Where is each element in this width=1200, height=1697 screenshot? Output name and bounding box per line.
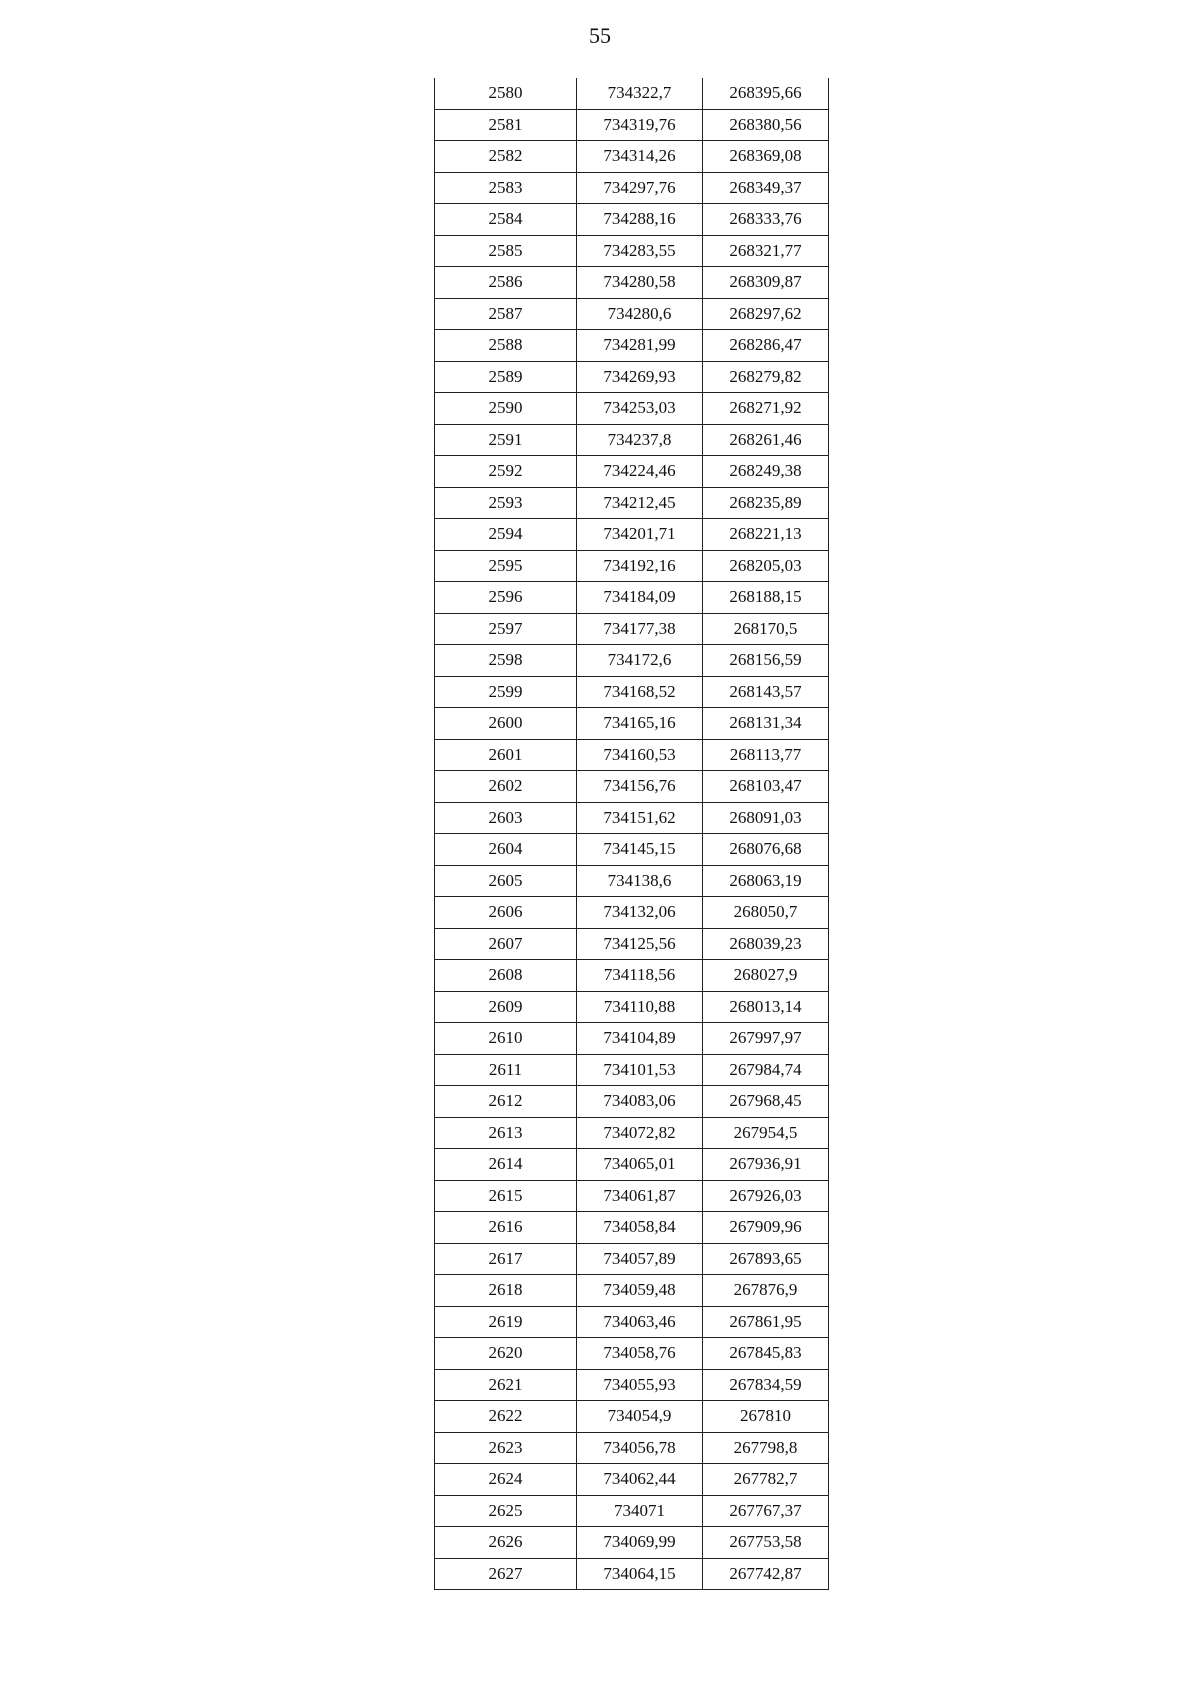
y-coordinate-cell: 268013,14 — [703, 991, 829, 1023]
table-row — [435, 1369, 829, 1401]
point-number-cell: 2623 — [435, 1432, 577, 1464]
point-number-cell: 2598 — [435, 645, 577, 677]
y-coordinate-cell: 267742,87 — [703, 1558, 829, 1590]
coordinates-table-body — [435, 78, 829, 1590]
table-row — [435, 1306, 829, 1338]
y-coordinate-cell: 268369,08 — [703, 141, 829, 173]
point-number-cell: 2617 — [435, 1243, 577, 1275]
table-row — [435, 1086, 829, 1118]
y-coordinate-cell: 268309,87 — [703, 267, 829, 299]
x-coordinate-cell: 734224,46 — [577, 456, 703, 488]
y-coordinate-cell: 268156,59 — [703, 645, 829, 677]
point-number-cell: 2622 — [435, 1401, 577, 1433]
point-number-cell: 2599 — [435, 676, 577, 708]
table-row — [435, 298, 829, 330]
y-coordinate-cell: 267984,74 — [703, 1054, 829, 1086]
point-number-cell: 2588 — [435, 330, 577, 362]
x-coordinate-cell: 734056,78 — [577, 1432, 703, 1464]
point-number-cell: 2581 — [435, 109, 577, 141]
x-coordinate-cell: 734055,93 — [577, 1369, 703, 1401]
x-coordinate-cell: 734297,76 — [577, 172, 703, 204]
x-coordinate-cell: 734192,16 — [577, 550, 703, 582]
point-number-cell: 2603 — [435, 802, 577, 834]
table-row — [435, 109, 829, 141]
y-coordinate-cell: 267909,96 — [703, 1212, 829, 1244]
x-coordinate-cell: 734160,53 — [577, 739, 703, 771]
x-coordinate-cell: 734280,6 — [577, 298, 703, 330]
x-coordinate-cell: 734063,46 — [577, 1306, 703, 1338]
point-number-cell: 2604 — [435, 834, 577, 866]
point-number-cell: 2616 — [435, 1212, 577, 1244]
x-coordinate-cell: 734165,16 — [577, 708, 703, 740]
x-coordinate-cell: 734061,87 — [577, 1180, 703, 1212]
table-row — [435, 708, 829, 740]
table-row — [435, 1401, 829, 1433]
y-coordinate-cell: 268261,46 — [703, 424, 829, 456]
point-number-cell: 2606 — [435, 897, 577, 929]
x-coordinate-cell: 734059,48 — [577, 1275, 703, 1307]
table-row — [435, 991, 829, 1023]
table-row — [435, 393, 829, 425]
table-row — [435, 267, 829, 299]
point-number-cell: 2593 — [435, 487, 577, 519]
table-row — [435, 424, 829, 456]
y-coordinate-cell: 268103,47 — [703, 771, 829, 803]
x-coordinate-cell: 734283,55 — [577, 235, 703, 267]
table-row — [435, 1558, 829, 1590]
x-coordinate-cell: 734253,03 — [577, 393, 703, 425]
x-coordinate-cell: 734054,9 — [577, 1401, 703, 1433]
point-number-cell: 2627 — [435, 1558, 577, 1590]
table-row — [435, 204, 829, 236]
y-coordinate-cell: 268286,47 — [703, 330, 829, 362]
table-row — [435, 78, 829, 109]
x-coordinate-cell: 734156,76 — [577, 771, 703, 803]
y-coordinate-cell: 268063,19 — [703, 865, 829, 897]
coordinates-table — [434, 78, 829, 1590]
point-number-cell: 2613 — [435, 1117, 577, 1149]
table-row — [435, 1023, 829, 1055]
table-row — [435, 235, 829, 267]
x-coordinate-cell: 734319,76 — [577, 109, 703, 141]
table-row — [435, 1275, 829, 1307]
point-number-cell: 2612 — [435, 1086, 577, 1118]
y-coordinate-cell: 268050,7 — [703, 897, 829, 929]
x-coordinate-cell: 734071 — [577, 1495, 703, 1527]
y-coordinate-cell: 268113,77 — [703, 739, 829, 771]
table-row — [435, 1527, 829, 1559]
point-number-cell: 2595 — [435, 550, 577, 582]
x-coordinate-cell: 734281,99 — [577, 330, 703, 362]
x-coordinate-cell: 734280,58 — [577, 267, 703, 299]
x-coordinate-cell: 734104,89 — [577, 1023, 703, 1055]
table-row — [435, 1212, 829, 1244]
y-coordinate-cell: 267893,65 — [703, 1243, 829, 1275]
table-row — [435, 897, 829, 929]
x-coordinate-cell: 734145,15 — [577, 834, 703, 866]
point-number-cell: 2600 — [435, 708, 577, 740]
table-row — [435, 1117, 829, 1149]
x-coordinate-cell: 734110,88 — [577, 991, 703, 1023]
table-row — [435, 172, 829, 204]
x-coordinate-cell: 734151,62 — [577, 802, 703, 834]
x-coordinate-cell: 734065,01 — [577, 1149, 703, 1181]
table-row — [435, 928, 829, 960]
y-coordinate-cell: 267876,9 — [703, 1275, 829, 1307]
y-coordinate-cell: 267997,97 — [703, 1023, 829, 1055]
y-coordinate-cell: 268131,34 — [703, 708, 829, 740]
point-number-cell: 2592 — [435, 456, 577, 488]
x-coordinate-cell: 734201,71 — [577, 519, 703, 551]
x-coordinate-cell: 734172,6 — [577, 645, 703, 677]
point-number-cell: 2611 — [435, 1054, 577, 1086]
point-number-cell: 2605 — [435, 865, 577, 897]
y-coordinate-cell: 268143,57 — [703, 676, 829, 708]
y-coordinate-cell: 268235,89 — [703, 487, 829, 519]
y-coordinate-cell: 268271,92 — [703, 393, 829, 425]
point-number-cell: 2618 — [435, 1275, 577, 1307]
point-number-cell: 2615 — [435, 1180, 577, 1212]
y-coordinate-cell: 267753,58 — [703, 1527, 829, 1559]
table-row — [435, 865, 829, 897]
y-coordinate-cell: 268349,37 — [703, 172, 829, 204]
y-coordinate-cell: 267810 — [703, 1401, 829, 1433]
point-number-cell: 2619 — [435, 1306, 577, 1338]
x-coordinate-cell: 734064,15 — [577, 1558, 703, 1590]
point-number-cell: 2582 — [435, 141, 577, 173]
x-coordinate-cell: 734058,84 — [577, 1212, 703, 1244]
y-coordinate-cell: 268279,82 — [703, 361, 829, 393]
y-coordinate-cell: 267798,8 — [703, 1432, 829, 1464]
table-row — [435, 676, 829, 708]
y-coordinate-cell: 268170,5 — [703, 613, 829, 645]
y-coordinate-cell: 267845,83 — [703, 1338, 829, 1370]
y-coordinate-cell: 268039,23 — [703, 928, 829, 960]
table-row — [435, 1243, 829, 1275]
table-row — [435, 141, 829, 173]
point-number-cell: 2610 — [435, 1023, 577, 1055]
point-number-cell: 2584 — [435, 204, 577, 236]
table-row — [435, 582, 829, 614]
x-coordinate-cell: 734177,38 — [577, 613, 703, 645]
y-coordinate-cell: 267861,95 — [703, 1306, 829, 1338]
x-coordinate-cell: 734237,8 — [577, 424, 703, 456]
table-row — [435, 487, 829, 519]
point-number-cell: 2596 — [435, 582, 577, 614]
y-coordinate-cell: 267954,5 — [703, 1117, 829, 1149]
page-number: 55 — [589, 23, 611, 48]
point-number-cell: 2601 — [435, 739, 577, 771]
table-row — [435, 802, 829, 834]
point-number-cell: 2608 — [435, 960, 577, 992]
y-coordinate-cell: 267926,03 — [703, 1180, 829, 1212]
y-coordinate-cell: 267968,45 — [703, 1086, 829, 1118]
point-number-cell: 2583 — [435, 172, 577, 204]
point-number-cell: 2602 — [435, 771, 577, 803]
y-coordinate-cell: 268395,66 — [703, 78, 829, 109]
x-coordinate-cell: 734125,56 — [577, 928, 703, 960]
table-row — [435, 361, 829, 393]
x-coordinate-cell: 734184,09 — [577, 582, 703, 614]
x-coordinate-cell: 734058,76 — [577, 1338, 703, 1370]
table-row — [435, 1054, 829, 1086]
table-row — [435, 739, 829, 771]
x-coordinate-cell: 734322,7 — [577, 78, 703, 109]
table-row — [435, 519, 829, 551]
point-number-cell: 2590 — [435, 393, 577, 425]
point-number-cell: 2585 — [435, 235, 577, 267]
point-number-cell: 2586 — [435, 267, 577, 299]
y-coordinate-cell: 268076,68 — [703, 834, 829, 866]
y-coordinate-cell: 268249,38 — [703, 456, 829, 488]
point-number-cell: 2580 — [435, 78, 577, 109]
x-coordinate-cell: 734168,52 — [577, 676, 703, 708]
y-coordinate-cell: 268380,56 — [703, 109, 829, 141]
point-number-cell: 2587 — [435, 298, 577, 330]
x-coordinate-cell: 734269,93 — [577, 361, 703, 393]
table-row — [435, 1432, 829, 1464]
x-coordinate-cell: 734072,82 — [577, 1117, 703, 1149]
y-coordinate-cell: 267767,37 — [703, 1495, 829, 1527]
y-coordinate-cell: 268027,9 — [703, 960, 829, 992]
point-number-cell: 2620 — [435, 1338, 577, 1370]
y-coordinate-cell: 268188,15 — [703, 582, 829, 614]
x-coordinate-cell: 734288,16 — [577, 204, 703, 236]
x-coordinate-cell: 734069,99 — [577, 1527, 703, 1559]
y-coordinate-cell: 268091,03 — [703, 802, 829, 834]
table-row — [435, 550, 829, 582]
point-number-cell: 2607 — [435, 928, 577, 960]
y-coordinate-cell: 268221,13 — [703, 519, 829, 551]
table-row — [435, 1338, 829, 1370]
y-coordinate-cell: 267834,59 — [703, 1369, 829, 1401]
table-row — [435, 1180, 829, 1212]
point-number-cell: 2621 — [435, 1369, 577, 1401]
point-number-cell: 2626 — [435, 1527, 577, 1559]
table-row — [435, 330, 829, 362]
point-number-cell: 2594 — [435, 519, 577, 551]
y-coordinate-cell: 268333,76 — [703, 204, 829, 236]
table-row — [435, 1464, 829, 1496]
x-coordinate-cell: 734314,26 — [577, 141, 703, 173]
table-row — [435, 456, 829, 488]
table-row — [435, 771, 829, 803]
point-number-cell: 2624 — [435, 1464, 577, 1496]
point-number-cell: 2614 — [435, 1149, 577, 1181]
y-coordinate-cell: 268205,03 — [703, 550, 829, 582]
point-number-cell: 2591 — [435, 424, 577, 456]
y-coordinate-cell: 267782,7 — [703, 1464, 829, 1496]
x-coordinate-cell: 734132,06 — [577, 897, 703, 929]
table-row — [435, 1149, 829, 1181]
y-coordinate-cell: 268321,77 — [703, 235, 829, 267]
y-coordinate-cell: 268297,62 — [703, 298, 829, 330]
point-number-cell: 2597 — [435, 613, 577, 645]
table-row — [435, 834, 829, 866]
x-coordinate-cell: 734083,06 — [577, 1086, 703, 1118]
point-number-cell: 2609 — [435, 991, 577, 1023]
x-coordinate-cell: 734057,89 — [577, 1243, 703, 1275]
point-number-cell: 2589 — [435, 361, 577, 393]
x-coordinate-cell: 734212,45 — [577, 487, 703, 519]
y-coordinate-cell: 267936,91 — [703, 1149, 829, 1181]
table-row — [435, 1495, 829, 1527]
table-row — [435, 645, 829, 677]
x-coordinate-cell: 734062,44 — [577, 1464, 703, 1496]
x-coordinate-cell: 734138,6 — [577, 865, 703, 897]
point-number-cell: 2625 — [435, 1495, 577, 1527]
x-coordinate-cell: 734101,53 — [577, 1054, 703, 1086]
table-row — [435, 613, 829, 645]
x-coordinate-cell: 734118,56 — [577, 960, 703, 992]
table-row — [435, 960, 829, 992]
